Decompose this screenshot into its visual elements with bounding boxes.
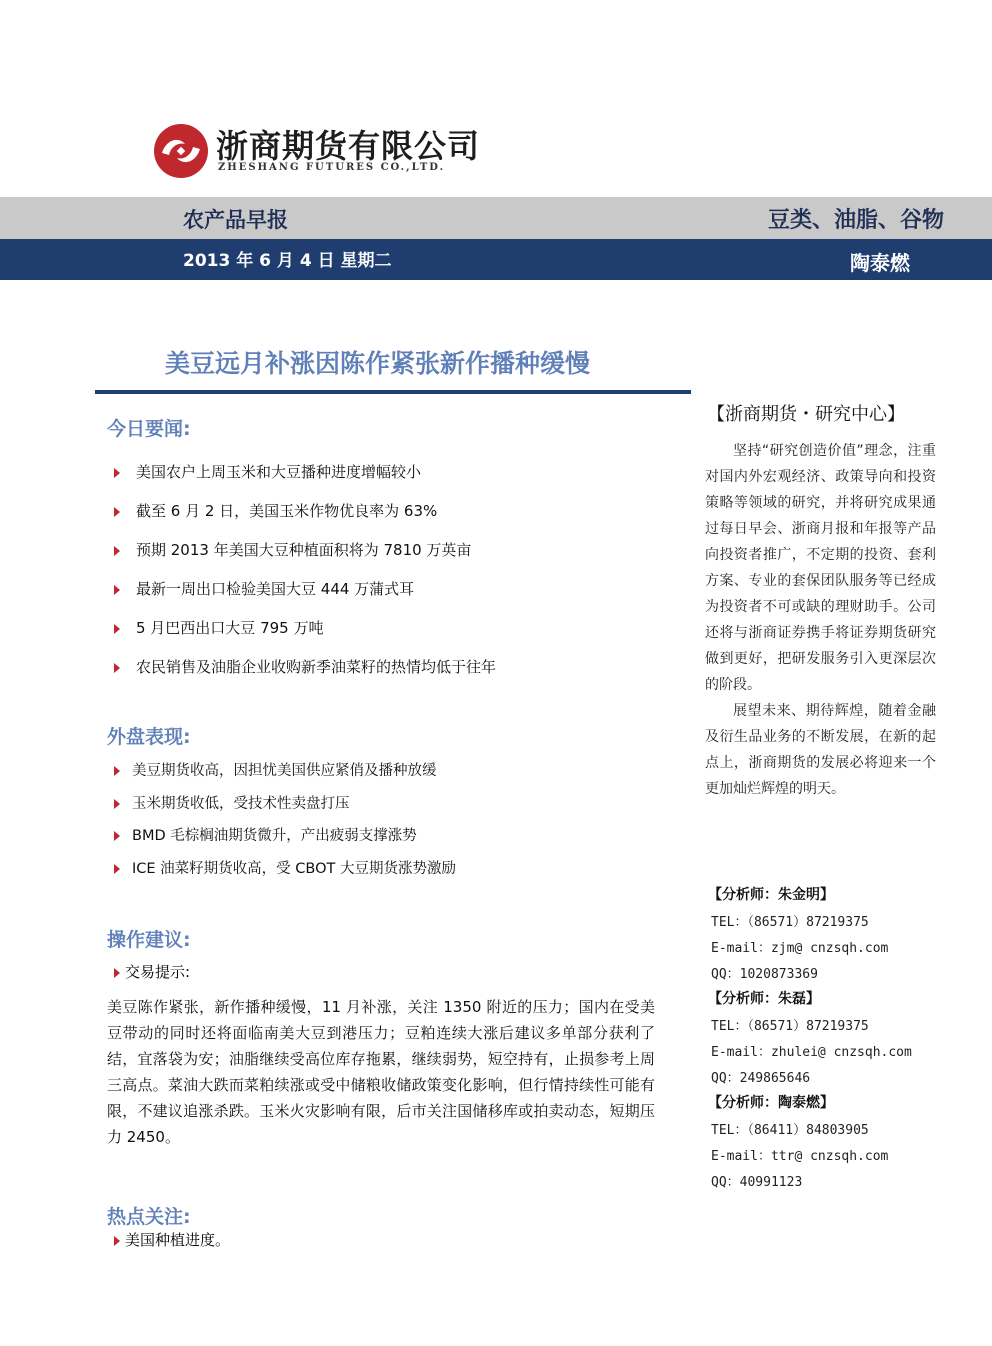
analyst-tel: TEL：（86571）87219375 (711, 1019, 869, 1034)
list-item: 农民销售及油脂企业收购新季油菜籽的热情均低于往年 (114, 656, 496, 677)
bullet-arrow-icon (114, 468, 120, 478)
advice-heading: 操作建议: (107, 929, 191, 951)
outer-market-heading: 外盘表现: (107, 726, 191, 748)
bullet-arrow-icon (114, 663, 120, 673)
advice-paragraph: 美豆陈作紧张，新作播种缓慢，11 月补涨，关注 1350 附近的压力；国内在受美豆带动的同时还将面临南美大豆到港压力；豆粕连续大涨后建议多单部分获利了结，宜落袋为安；油脂继续受高位库存拖累，继续弱势，短空持有，止损参考上周三高点。菜油大跌而菜粕续涨或受中储粮收储政策变化影响，但行情持续性可能有限，不建议追涨杀跌。玉米火灾影响有限，后市关注国储移库或拍卖动态，短期压力 2450。 (107, 998, 655, 1146)
company-logo-icon (152, 122, 210, 180)
list-item: 美国农户上周玉米和大豆播种进度增幅较小 (114, 461, 421, 482)
research-center-intro: 坚持“研究创造价值”理念，注重对国内外宏观经济、政策导向和投资策略等领域的研究，并将研究成果通过每日早会、浙商月报和年报等产品向投资者推广，不定期的投资、套利方案、专业的套保团队服务等已经成为投资者不可或缺的理财助手。公司还将与浙商证券携手将证券期货研究做到更好，把研发服务引入更深层次的阶段。 (705, 443, 936, 693)
analyst-name: 【分析师：陶泰燃】 (708, 1095, 834, 1111)
company-name-en: ZHESHANG FUTURES CO.,LTD. (218, 162, 446, 173)
bullet-arrow-icon (114, 831, 120, 841)
analyst-email[interactable]: E-mail：zjm@ cnzsqh.com (711, 941, 889, 956)
bullet-arrow-icon (114, 799, 120, 809)
list-item: 美豆期货收高，因担忧美国供应紧俏及播种放缓 (114, 759, 437, 780)
analyst-name: 【分析师：朱磊】 (708, 991, 820, 1007)
list-item: 截至 6 月 2 日，美国玉米作物优良率为 63% (114, 500, 437, 521)
bullet-arrow-icon (114, 507, 120, 517)
report-type: 农产品早报 (183, 208, 288, 232)
analyst-qq: QQ：249865646 (711, 1071, 811, 1086)
company-name-cn: 浙商期货有限公司 (216, 127, 481, 165)
analyst-tel: TEL：（86571）87219375 (711, 915, 869, 930)
list-item: 5 月巴西出口大豆 795 万吨 (114, 617, 323, 638)
list-item: 预期 2013 年美国大豆种植面积将为 7810 万英亩 (114, 539, 471, 560)
bullet-arrow-icon (114, 766, 120, 776)
bullet-arrow-icon (114, 864, 120, 874)
page-title: 美豆远月补涨因陈作紧张新作播种缓慢 (165, 349, 591, 378)
analyst-email[interactable]: E-mail：zhulei@ cnzsqh.com (711, 1045, 912, 1060)
list-item: 玉米期货收低，受技术性卖盘打压 (114, 792, 350, 813)
bullet-arrow-icon (114, 585, 120, 595)
research-center-outlook: 展望未来、期待辉煌，随着金融及衍生品业务的不断发展，在新的起点上，浙商期货的发展必将迎来一个更加灿烂辉煌的明天。 (705, 703, 936, 797)
analyst-tel: TEL：（86411）84803905 (711, 1123, 869, 1138)
research-center-title: 【浙商期货・研究中心】 (707, 404, 905, 425)
list-item: ICE 油菜籽期货收高，受 CBOT 大豆期货涨势激励 (114, 857, 456, 878)
bullet-arrow-icon (114, 546, 120, 556)
analyst-email[interactable]: E-mail：ttr@ cnzsqh.com (711, 1149, 889, 1164)
bullet-arrow-icon (114, 1236, 120, 1246)
list-item: BMD 毛棕榈油期货微升，产出疲弱支撑涨势 (114, 824, 417, 845)
header-bar-navy (0, 239, 992, 280)
report-author: 陶泰燃 (850, 251, 910, 275)
hot-focus-heading: 热点关注: (107, 1206, 191, 1228)
analyst-qq: QQ：1020873369 (711, 967, 818, 982)
title-divider (95, 390, 691, 394)
hot-focus-item: 美国种植进度。 (114, 1229, 230, 1250)
analyst-qq: QQ：40991123 (711, 1175, 803, 1190)
analyst-name: 【分析师：朱金明】 (708, 887, 834, 903)
list-item: 最新一周出口检验美国大豆 444 万蒲式耳 (114, 578, 414, 599)
report-date: 2013 年 6 月 4 日 星期二 (183, 251, 392, 271)
trade-tip-label: 交易提示: (114, 961, 190, 982)
report-categories: 豆类、油脂、谷物 (767, 208, 944, 233)
bullet-arrow-icon (114, 968, 120, 978)
bullet-arrow-icon (114, 624, 120, 634)
news-heading: 今日要闻: (107, 418, 191, 440)
